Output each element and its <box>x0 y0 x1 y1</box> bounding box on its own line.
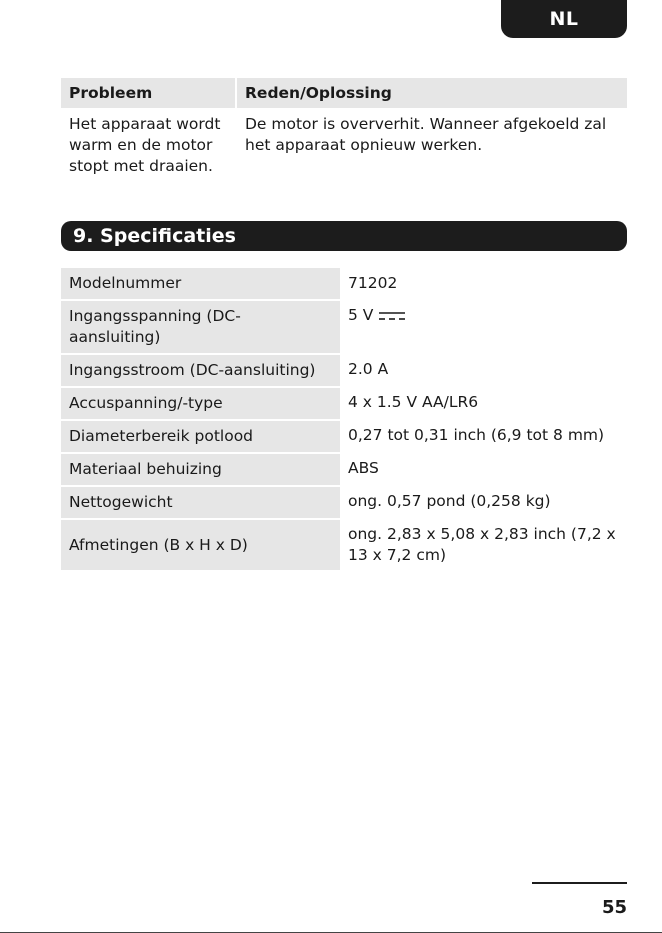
table-row <box>61 420 627 453</box>
spec-label: Modelnummer <box>61 268 340 300</box>
spec-label: Ingangsspanning (DC-aansluiting) <box>61 300 340 354</box>
dc-current-icon <box>379 311 405 321</box>
spec-label: Accuspanning/-type <box>61 387 340 420</box>
troubleshooting-table <box>61 78 627 183</box>
table-row <box>61 108 627 183</box>
table-row <box>61 387 627 420</box>
spec-label: Ingangsstroom (DC-aansluiting) <box>61 354 340 387</box>
spec-label: Diameterbereik potlood <box>61 420 340 453</box>
problem-cell: Het apparaat wordt warm en de motor stopt met draaien. <box>69 115 221 175</box>
spec-value: 71202 <box>348 274 398 292</box>
spec-value: ong. 0,57 pond (0,258 kg) <box>348 492 551 510</box>
table-row <box>61 354 627 387</box>
table-row <box>61 453 627 486</box>
spec-label: Materiaal behuizing <box>61 453 340 486</box>
table-row <box>61 519 627 571</box>
spec-value: 4 x 1.5 V AA/LR6 <box>348 393 479 411</box>
spec-value: ABS <box>348 459 379 477</box>
specifications-table <box>61 268 627 572</box>
column-header-problem: Probleem <box>61 78 236 108</box>
spec-label: Afmetingen (B x H x D) <box>61 519 340 571</box>
spec-value: 2.0 A <box>348 360 389 378</box>
page-number: 55 <box>601 897 627 918</box>
section-heading <box>61 221 627 251</box>
spec-value: ong. 2,83 x 5,08 x 2,83 inch (7,2 x 13 x 7,2 cm) <box>348 525 616 564</box>
table-row <box>61 268 627 300</box>
footer-divider <box>532 882 627 884</box>
table-header-row <box>61 78 627 108</box>
spec-label: Nettogewicht <box>61 486 340 519</box>
spec-value <box>340 300 627 354</box>
column-header-solution: Reden/Oplossing <box>236 78 627 108</box>
section-title: 9. Specificaties <box>73 225 236 247</box>
table-row <box>61 300 627 354</box>
table-row <box>61 486 627 519</box>
solution-cell: De motor is oververhit. Wanneer afgekoeld zal het apparaat opnieuw werken. <box>236 108 627 183</box>
language-tab: NL <box>501 0 627 38</box>
spec-value-text: 5 V <box>348 306 374 324</box>
spec-value: 0,27 tot 0,31 inch (6,9 tot 8 mm) <box>348 426 605 444</box>
